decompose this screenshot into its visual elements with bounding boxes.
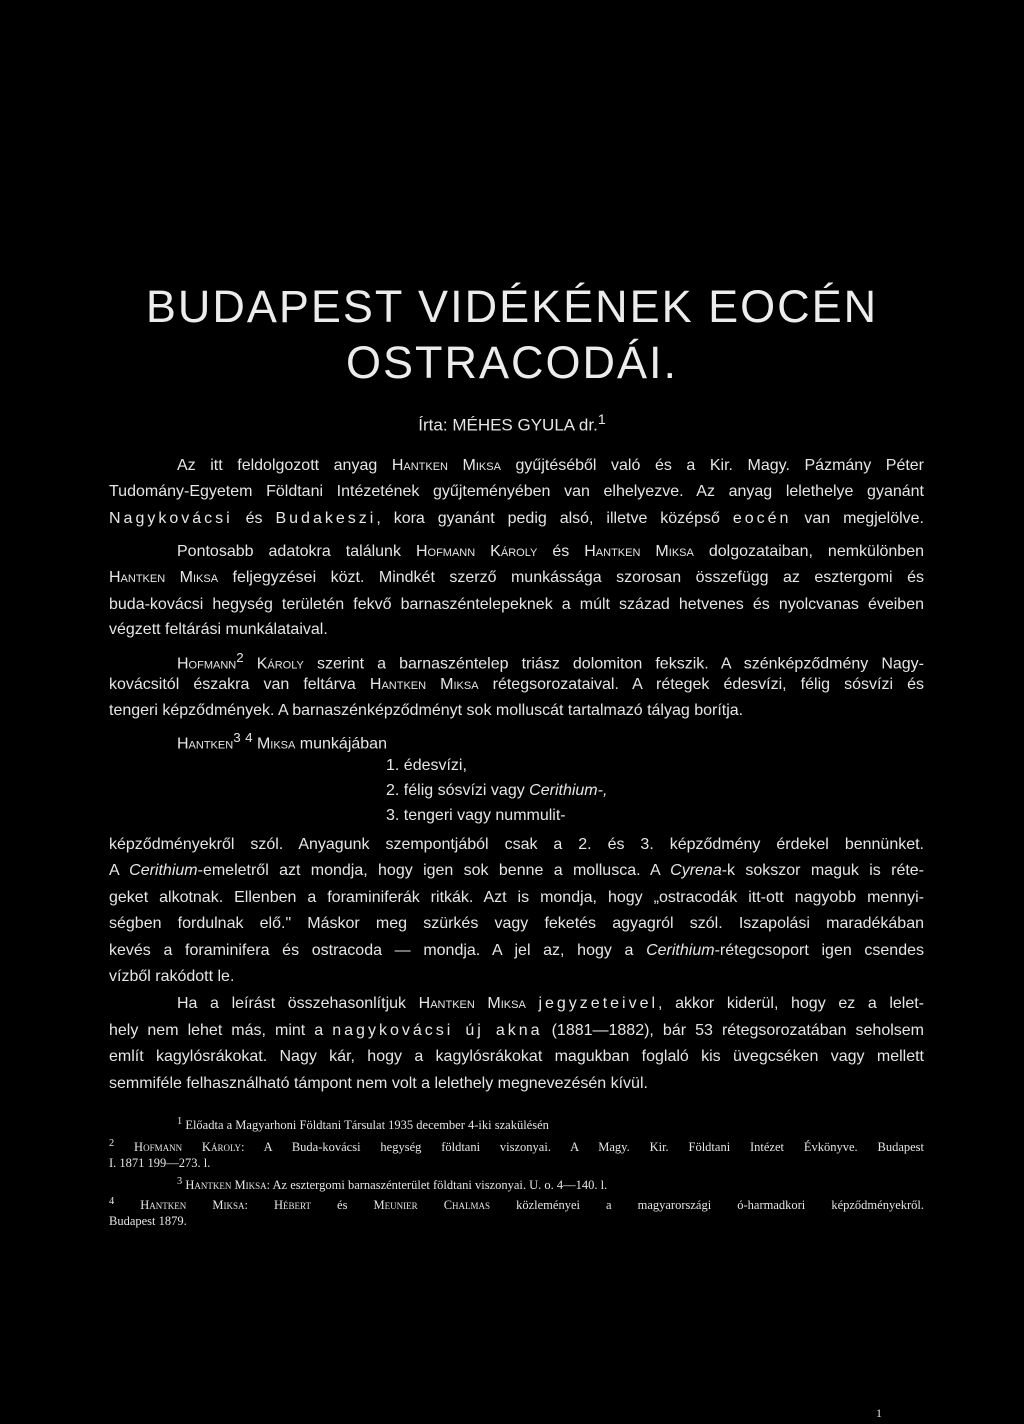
footnote-text: és xyxy=(311,1198,374,1213)
text-line xyxy=(109,675,924,695)
person-name: Hofmann Károly xyxy=(134,1140,242,1155)
footnote-text: : Az esztergomi barnaszénterület földtani viszonyai. U. o. 4—140. l. xyxy=(266,1178,608,1193)
text-span: (1881—1882), bár 53 rétegsorozatában seholsem xyxy=(542,1022,924,1039)
author-name: MÉHES GYULA dr. xyxy=(452,415,598,435)
emphasis: jegyzeteivel xyxy=(538,995,659,1012)
footnote-4 xyxy=(109,1194,924,1213)
text-line: említ kagylósrákokat. Nagy kár, hogy a kagylósrákokat magukban foglaló kis üvegcséken vagy mellett xyxy=(109,1048,924,1065)
footnote-ref: 1 xyxy=(597,412,606,428)
person-name: Hantken Miksa xyxy=(109,569,219,586)
text-line: vízből rakódott le. xyxy=(109,968,235,985)
text-line xyxy=(177,456,924,476)
text-span: van megjelölve. xyxy=(791,510,925,527)
person-name: Hantken Miksa xyxy=(185,1178,267,1193)
text-span: -rétegcsoport igen csendes xyxy=(714,942,925,959)
title-line-2: OSTRACODÁI. xyxy=(345,337,679,388)
text-line xyxy=(109,1021,924,1041)
text-line: semmiféle felhasználható támpont nem volt a lelethely megnevezésén kívül. xyxy=(109,1075,648,1092)
footnote-ref: 3 xyxy=(233,730,241,745)
emphasis: nagykovácsi új akna xyxy=(332,1022,543,1039)
footnote-text: közleményei a magyarországi ó-harmadkori képződményekről. xyxy=(490,1198,925,1213)
text-span: A xyxy=(109,862,130,879)
text-span: munkájában xyxy=(295,735,387,753)
person-name: Hantken xyxy=(177,735,234,753)
text-line xyxy=(177,542,924,562)
text-line: buda-kovácsi hegység területén fekvő barnaszéntelepeknek a múlt század hetvenes és nyolcvanas éveiben xyxy=(109,596,924,613)
footnote-text: Előadta a Magyarhoni Földtani Társulat 1935 december 4-iki szakülésén xyxy=(182,1118,549,1133)
text-span: , akkor kiderül, hogy ez a lelet- xyxy=(658,995,924,1012)
footnote-2-cont: I. 1871 199—273. l. xyxy=(109,1156,211,1170)
text-span: gyűjtéséből való és a Kir. Magy. Pázmány Péter xyxy=(500,457,925,474)
text-span: kevés a foraminifera és ostracoda — mondja. A jel az, hogy a xyxy=(109,942,647,959)
text-span: Ha a leírást összehasonlítjuk xyxy=(177,995,419,1012)
text-line xyxy=(109,509,924,529)
text-line xyxy=(177,994,924,1014)
text-line: tengeri képződmények. A barnaszénképződményt sok molluscát tartalmazó tályag borítja. xyxy=(109,702,744,719)
footnote-ref: 2 xyxy=(236,650,244,665)
footnote-3 xyxy=(177,1174,607,1193)
footnote-number: 1 xyxy=(177,1116,183,1127)
text-span: dolgozataiban, nemkülönben xyxy=(693,543,924,560)
person-name: Hantken Miksa xyxy=(584,543,694,560)
taxon-name: Cyrena xyxy=(670,862,722,879)
text-line xyxy=(177,728,387,754)
text-span: hely nem lehet más, mint a xyxy=(109,1022,333,1039)
person-name: Miksa xyxy=(256,735,296,753)
text-span xyxy=(526,995,539,1012)
list-item: 1. édesvízi, xyxy=(386,757,467,774)
taxon-name: Cerithium xyxy=(129,862,198,879)
page-number: 1 xyxy=(876,1406,882,1420)
title-line-1: BUDAPEST VIDÉKÉNEK EOCÉN xyxy=(145,281,879,332)
list-item xyxy=(386,781,607,801)
person-name: Hantken Miksa xyxy=(369,676,479,693)
list-item: 3. tengeri vagy nummulit- xyxy=(386,807,566,824)
text-span: kovácsitól északra van feltárva xyxy=(109,676,370,693)
footnote-number: 4 xyxy=(109,1196,115,1207)
person-name: Károly xyxy=(243,655,304,673)
text-span: rétegsorozataival. A rétegek édesvízi, félig sósvízi és xyxy=(478,676,924,693)
footnote-text: : xyxy=(244,1198,274,1213)
byline-prefix: Írta: xyxy=(418,415,453,435)
person-name: Hofmann xyxy=(177,655,237,673)
footnote-4-cont: Budapest 1879. xyxy=(109,1214,187,1228)
text-span: és xyxy=(537,543,585,560)
text-span: Az itt feldolgozott anyag xyxy=(177,457,392,474)
taxon-name: Cerithium xyxy=(646,942,715,959)
footnote-ref: 4 xyxy=(245,730,253,745)
footnote-number: 2 xyxy=(109,1138,115,1149)
text-line xyxy=(109,568,924,588)
text-span: -emeletről azt mondja, hogy igen sok benne a mollusca. A xyxy=(197,862,671,879)
place-name: Budakeszi xyxy=(275,510,377,527)
text-line: ségben fordulnak elő." Máskor meg szürkés vagy feketés agyagról szól. Iszapolási maradékában xyxy=(109,915,924,932)
person-name: Hantken Miksa xyxy=(391,457,501,474)
text-line: Tudomány-Egyetem Földtani Intézetének gyűjteményében van elhelyezve. Az anyag lelethelye gyanánt xyxy=(109,483,924,500)
text-line: geket alkotnak. Ellenben a foraminiferák ritkák. Azt is mondja, hogy „ostracodák itt-ott nagyobb mennyi- xyxy=(109,889,924,906)
person-name: Hantken Miksa xyxy=(418,995,526,1012)
person-name: Hébert xyxy=(274,1198,311,1213)
person-name: Hantken Miksa xyxy=(140,1198,245,1213)
text-span: feljegyzései közt. Mindkét szerző munkássága szorosan összefügg az esztergomi és xyxy=(218,569,924,586)
text-line: végzett feltárási munkálataival. xyxy=(109,621,328,638)
text-line: képződményekről szól. Anyagunk szempontjából csak a 2. és 3. képződmény érdekel bennünket. xyxy=(109,836,924,853)
text-span: és xyxy=(232,510,276,527)
person-name: Hofmann Károly xyxy=(415,543,538,560)
text-line xyxy=(109,861,924,881)
taxon-name: Cerithium-, xyxy=(529,782,608,799)
person-name: Meunier Chalmas xyxy=(373,1198,491,1213)
footnote-number: 3 xyxy=(177,1176,183,1187)
byline xyxy=(0,412,1024,436)
footnote-1 xyxy=(177,1114,549,1133)
text-span: -k sokszor maguk is réte- xyxy=(721,862,925,879)
text-span: , kora gyanánt pedig alsó, illetve középső xyxy=(376,510,733,527)
text-span: Pontosabb adatokra találunk xyxy=(177,543,416,560)
text-span: 2. félig sósvízi vagy xyxy=(386,782,530,799)
footnote-text: : A Buda-kovácsi hegység földtani viszonyai. A Magy. Kir. Földtani Intézet Évkönyve. Budapest xyxy=(241,1140,924,1155)
footnote-2 xyxy=(109,1136,924,1155)
text-span: szerint a barnaszéntelep triász dolomiton fekszik. A szénképződmény Nagy- xyxy=(303,655,925,673)
text-line xyxy=(177,648,924,674)
place-name: Nagykovácsi xyxy=(109,510,233,527)
text-line xyxy=(109,941,924,961)
emphasis: eocén xyxy=(732,510,792,527)
